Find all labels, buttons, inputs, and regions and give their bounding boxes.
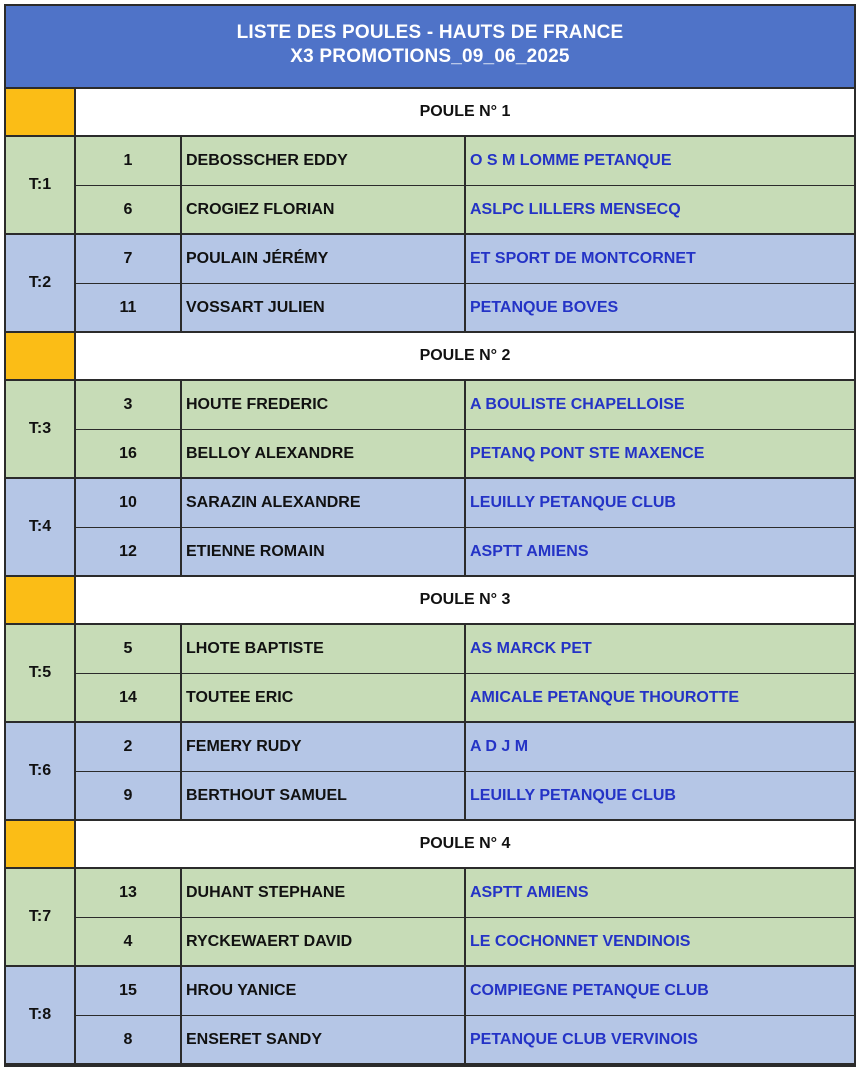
table-row (76, 869, 854, 917)
player-club: A D J M (470, 738, 529, 755)
poule-marker (6, 333, 76, 379)
poule-title: POULE N° 4 (76, 821, 854, 867)
table-rows (76, 235, 854, 331)
player-number: 10 (76, 479, 182, 527)
table-rows (76, 869, 854, 965)
table-label: T:6 (6, 723, 76, 819)
table-row (76, 771, 854, 819)
player-club: LEUILLY PETANQUE CLUB (470, 786, 676, 804)
table-row (76, 479, 854, 527)
player-number: 16 (76, 430, 182, 477)
player-club: AMICALE PETANQUE THOUROTTE (470, 688, 740, 706)
player-name: ETIENNE ROMAIN (182, 528, 466, 575)
player-club: COMPIEGNE PETANQUE CLUB (470, 982, 709, 999)
player-name: BELLOY ALEXANDRE (182, 430, 466, 477)
player-number: 15 (76, 967, 182, 1015)
player-name: LHOTE BAPTISTE (182, 625, 466, 673)
table-label: T:7 (6, 869, 76, 965)
player-name: DUHANT STEPHANE (182, 869, 466, 917)
player-club: A BOULISTE CHAPELLOISE (470, 396, 685, 413)
table-rows (76, 723, 854, 819)
player-name: HROU YANICE (182, 967, 466, 1015)
player-number: 1 (76, 137, 182, 185)
table-label: T:5 (6, 625, 76, 721)
player-number: 14 (76, 674, 182, 721)
player-name: SARAZIN ALEXANDRE (182, 479, 466, 527)
poule-header (6, 333, 854, 381)
table-block (6, 723, 854, 821)
header-title: LISTE DES POULES - HAUTS DE FRANCE (236, 22, 624, 43)
table-block (6, 137, 854, 235)
player-name: HOUTE FREDERIC (182, 381, 466, 429)
player-club: AS MARCK PET (470, 640, 592, 657)
table-label: T:4 (6, 479, 76, 575)
table-rows (76, 479, 854, 575)
table-row (76, 1015, 854, 1063)
player-number: 12 (76, 528, 182, 575)
player-club: O S M LOMME PETANQUE (470, 152, 672, 169)
poule-marker (6, 89, 76, 135)
table-row (76, 917, 854, 965)
player-name: FEMERY RUDY (182, 723, 466, 771)
table-rows (76, 967, 854, 1063)
poule-marker (6, 821, 76, 867)
player-number: 9 (76, 772, 182, 819)
table-label: T:8 (6, 967, 76, 1063)
player-name: TOUTEE ERIC (182, 674, 466, 721)
poule-title: POULE N° 1 (76, 89, 854, 135)
player-number: 11 (76, 284, 182, 331)
table-row (76, 137, 854, 185)
table-row (76, 381, 854, 429)
table-row (76, 673, 854, 721)
table-label: T:3 (6, 381, 76, 477)
player-number: 7 (76, 235, 182, 283)
table-label: T:1 (6, 137, 76, 233)
table-block (6, 625, 854, 723)
player-name: VOSSART JULIEN (182, 284, 466, 331)
poule-header (6, 821, 854, 869)
table-block (6, 869, 854, 967)
player-name: DEBOSSCHER EDDY (182, 137, 466, 185)
table-block (6, 479, 854, 577)
table-block (6, 235, 854, 333)
player-club: PETANQUE CLUB VERVINOIS (470, 1030, 698, 1048)
table-rows (76, 137, 854, 233)
player-number: 13 (76, 869, 182, 917)
player-club: LE COCHONNET VENDINOIS (470, 932, 691, 950)
player-name: CROGIEZ FLORIAN (182, 186, 466, 233)
poule-marker (6, 577, 76, 623)
player-club: ASPTT AMIENS (470, 542, 589, 560)
poules-sheet (4, 4, 856, 1067)
table-row (76, 283, 854, 331)
player-club: ASLPC LILLERS MENSECQ (470, 200, 681, 218)
table-rows (76, 625, 854, 721)
table-row (76, 723, 854, 771)
table-row (76, 235, 854, 283)
poules-list (6, 89, 854, 1065)
table-row (76, 625, 854, 673)
poule-title: POULE N° 3 (76, 577, 854, 623)
table-row (76, 429, 854, 477)
player-name: BERTHOUT SAMUEL (182, 772, 466, 819)
table-label: T:2 (6, 235, 76, 331)
player-number: 2 (76, 723, 182, 771)
player-number: 3 (76, 381, 182, 429)
table-rows (76, 381, 854, 477)
table-row (76, 527, 854, 575)
player-club: PETANQUE BOVES (470, 298, 619, 316)
poule-header (6, 577, 854, 625)
player-name: ENSERET SANDY (182, 1016, 466, 1063)
player-club: PETANQ PONT STE MAXENCE (470, 444, 705, 462)
player-name: RYCKEWAERT DAVID (182, 918, 466, 965)
player-number: 4 (76, 918, 182, 965)
player-name: POULAIN JÉRÉMY (182, 235, 466, 283)
table-row (76, 967, 854, 1015)
player-club: ET SPORT DE MONTCORNET (470, 250, 696, 267)
table-block (6, 967, 854, 1065)
sheet-header (6, 6, 854, 89)
table-row (76, 185, 854, 233)
player-club: LEUILLY PETANQUE CLUB (470, 494, 676, 511)
table-block (6, 381, 854, 479)
poule-title: POULE N° 2 (76, 333, 854, 379)
player-number: 5 (76, 625, 182, 673)
player-number: 8 (76, 1016, 182, 1063)
header-subtitle: X3 PROMOTIONS_09_06_2025 (290, 46, 570, 67)
player-number: 6 (76, 186, 182, 233)
player-club: ASPTT AMIENS (470, 884, 589, 901)
poule-header (6, 89, 854, 137)
